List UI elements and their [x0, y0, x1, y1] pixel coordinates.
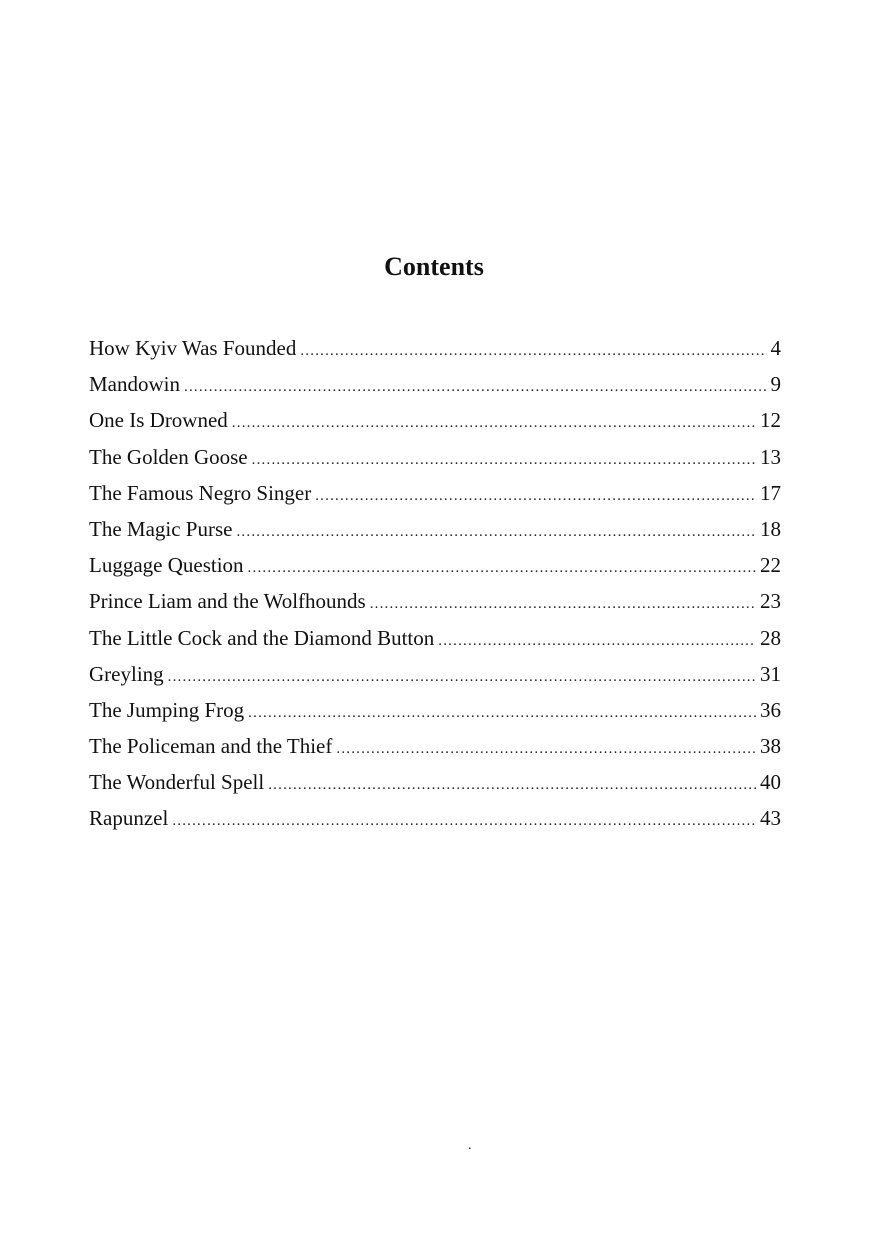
- dot-leader: [300, 333, 766, 366]
- toc-entry-title: The Little Cock and the Diamond Button: [89, 625, 435, 650]
- toc-entry-title: The Famous Negro Singer: [89, 480, 312, 505]
- toc-entry[interactable]: [89, 656, 781, 692]
- toc-entry-title: One Is Drowned: [89, 408, 228, 433]
- toc-entry-title: How Kyiv Was Founded: [89, 336, 297, 360]
- toc-entry-title: Mandowin: [89, 372, 180, 397]
- toc-entry-page: 31: [760, 661, 781, 686]
- dot-leader: [248, 550, 756, 583]
- dot-leader: [236, 514, 756, 547]
- toc-entry-page: 4: [770, 336, 781, 360]
- toc-entry[interactable]: [89, 764, 781, 800]
- dot-leader: [184, 369, 767, 402]
- dot-leader: [268, 767, 756, 800]
- toc-entry-title: The Golden Goose: [89, 444, 248, 469]
- toc-entry-title: Prince Liam and the Wolfhounds: [89, 589, 366, 614]
- toc-entry[interactable]: [89, 366, 781, 402]
- toc-entry-title: Luggage Question: [89, 553, 244, 578]
- dot-leader: [248, 695, 756, 728]
- toc-entry-page: 13: [760, 444, 781, 469]
- toc-entry[interactable]: [89, 728, 781, 764]
- dot-leader: [232, 405, 756, 438]
- toc-entry-page: 23: [760, 589, 781, 614]
- toc-entry-page: 28: [760, 625, 781, 650]
- toc-entry[interactable]: [89, 800, 781, 836]
- dot-leader: [438, 623, 756, 656]
- dot-leader: [315, 478, 756, 511]
- toc-entry-page: 43: [760, 806, 781, 831]
- toc-entry[interactable]: [89, 439, 781, 475]
- toc-entry-page: 40: [760, 770, 781, 795]
- toc-entry-page: 9: [770, 372, 781, 397]
- toc-entry-page: 22: [760, 553, 781, 578]
- table-of-contents: [89, 330, 781, 837]
- toc-entry-title: Rapunzel: [89, 806, 169, 831]
- toc-entry[interactable]: [89, 620, 781, 656]
- toc-entry-page: 17: [760, 480, 781, 505]
- dot-leader: [172, 803, 756, 836]
- dot-leader: [252, 442, 756, 475]
- toc-entry[interactable]: [89, 692, 781, 728]
- toc-entry-title: Greyling: [89, 661, 164, 686]
- dot-leader: [168, 659, 756, 692]
- toc-entry-page: 18: [760, 516, 781, 541]
- toc-entry[interactable]: [89, 475, 781, 511]
- toc-entry-title: The Jumping Frog: [89, 697, 245, 722]
- toc-entry-title: The Magic Purse: [89, 516, 233, 541]
- toc-entry[interactable]: [89, 402, 781, 438]
- footer-mark: .: [468, 1138, 472, 1153]
- toc-entry[interactable]: [89, 547, 781, 583]
- dot-leader: [370, 586, 756, 619]
- toc-entry-page: 12: [760, 408, 781, 433]
- toc-entry-title: The Wonderful Spell: [89, 770, 265, 795]
- toc-entry-page: 36: [760, 697, 781, 722]
- toc-entry-page: 38: [760, 734, 781, 759]
- toc-entry[interactable]: [89, 583, 781, 619]
- toc-entry[interactable]: [89, 511, 781, 547]
- dot-leader: [336, 731, 756, 764]
- page-title: Contents: [384, 252, 484, 281]
- toc-entry-title: The Policeman and the Thief: [89, 734, 333, 759]
- toc-entry[interactable]: [89, 330, 781, 366]
